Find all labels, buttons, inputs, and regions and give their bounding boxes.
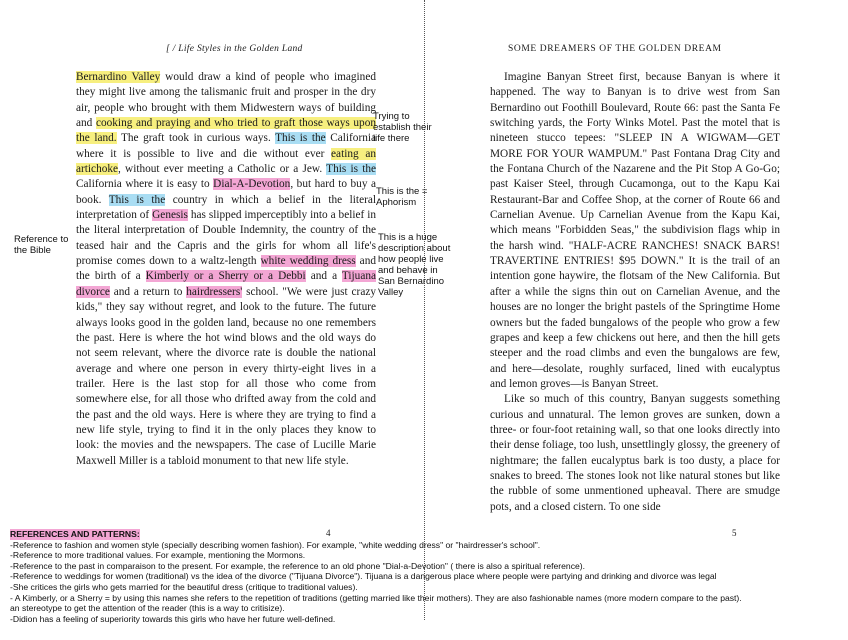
body-text: and the birth of a bbox=[76, 255, 376, 283]
left-page bbox=[70, 0, 377, 538]
body-text: school. "We were just crazy kids," they say without regret, and look to the future. The future always looks good in the golden land, because no one remembers the past. Here is where the hot wind blows and the old ways do not seem relevant, where the divorce rate is double the national average and where one person in every thirty-eight lives in a trailer. Here is the last stop for all those who come from somewhere else, for all those who drifted away from the cold and the past and the old ways. Here is where they are trying to find a new life style, trying to find it in the only places they know to look: the movies and the newspapers. The case of Lucille Marie Maxwell Miller is a tabloid monument to that new life style. bbox=[76, 285, 376, 467]
book-spine-divider bbox=[424, 0, 425, 620]
highlighted-text: eating an artichoke bbox=[76, 147, 376, 176]
highlighted-text: Tijuana divorce bbox=[76, 270, 377, 298]
highlighted-text: This is the bbox=[108, 193, 166, 206]
body-text: , without ever meeting a Catholic or a Jew. bbox=[118, 163, 327, 176]
highlighted-text: Kimberly or a Sherry or a Debbi bbox=[145, 270, 306, 283]
margin-note-bible: Reference to the Bible bbox=[14, 234, 69, 256]
body-text: California where it is easy to bbox=[76, 178, 214, 191]
highlighted-text: Dial-A-Devotion bbox=[213, 178, 291, 191]
highlighted-text: Bernardino Valley bbox=[76, 71, 161, 83]
body-text: country in which a belief in the literal interpretation of bbox=[76, 193, 376, 222]
left-page-number: 4 bbox=[326, 528, 331, 538]
margin-note-trying: Trying to establish their life there bbox=[373, 111, 432, 144]
highlighted-text: This is the bbox=[326, 163, 376, 176]
right-page bbox=[478, 0, 780, 538]
right-paragraph-1: Imagine Banyan Street first, because Banyan is where it happened. The way to Banyan is to drive west from San Bernardino out Foothill Boulevard, Route 66: past the Santa Fe switching yards, the Forty Winks Motel. Past the motel that is nineteen stucco tepees: "SLEEP IN A WIGWAM—GET MORE FOR YOUR WAMPUM." Past Fontana Drag City and the Fontana Church of the Nazarene and the Pit Stop A Go-Go; past Kaiser Steel, through Cucamonga, out to the Kapu Kai Restaurant-Bar and Coffee Shop, at the corner of Route 66 and Carnelian Avenue. Up Carnelian Avenue from the Kapu Kai, which means "Forbidden Seas," the subdivision flags whip in the harsh wind. "HALF-ACRE RANCHES! SNACK BARS! TRAVERTINE ENTRIES! $95 DOWN." It is the trail of an intention gone haywire, the flotsam of the New California. But after a while the signs thin out on Carnelian Avenue, and the houses are no longer the bright pastels of the Springtime Home owners but the faded bungalows of the people who grow a few grapes and keep a few chickens out here, and then the hill gets steeper and the road climbs and even the bungalows are few, and here—desolate, roughly surfaced, lined with eucalyptus and lemon groves—is Banyan Street. bbox=[490, 71, 780, 390]
references-section bbox=[10, 529, 845, 624]
body-text: has slipped imperceptibly into a belief in the literal interpretation of Double Indemnity, the country of the teased hair and the Capris and the girls for whom all life's promise comes down to a waltz-length bbox=[76, 209, 376, 268]
highlighted-text: This is the bbox=[275, 132, 326, 145]
right-page-text bbox=[490, 70, 780, 515]
reference-line: -Reference to fashion and women style (specially describing women fashion). For example, "white wedding dress" or "hairdresser's school". bbox=[10, 539, 541, 550]
right-paragraph-2: Like so much of this country, Banyan suggests something curious and unnatural. The lemon groves are sunken, down a three- or four-foot retaining wall, so that one looks directly into their dense foliage, too lush, unsettlingly glossy, the greenery of nightmare; the fallen eucalyptus bark is too dusty, a place for snakes to breed. The stones look not like natural stones but like the rubble of some unmentioned upheaval. There are smudge pots, and a closed cistern. To one side bbox=[490, 393, 780, 513]
highlighted-text: white wedding dress bbox=[260, 255, 356, 268]
body-text: , but hard to buy a book. bbox=[76, 178, 376, 206]
margin-note-description: This is a huge description about how people live and behave in San Bernardino Valley bbox=[378, 232, 451, 298]
highlighted-text: Genesis bbox=[152, 209, 188, 222]
reference-line: -Reference to the past in comparaison to the present. For example, the reference to an old phone "Dial-a-Devotion" ( there is also a spiritual reference). bbox=[10, 560, 586, 571]
body-text: would draw a kind of people who imagined they might live among the talismanic fruit and prosper in the dry air, people who brought with them Midwestern ways of building and bbox=[76, 71, 376, 130]
right-page-number: 5 bbox=[732, 528, 737, 538]
left-page-text bbox=[76, 70, 376, 469]
margin-note-aphorism: This is the = Aphorism bbox=[376, 186, 428, 208]
left-paragraph bbox=[76, 70, 376, 469]
body-text: California where it is possible to live and die without ever bbox=[76, 132, 377, 160]
reference-line: -She critices the girls who gets married for the beautiful dress (critique to traditional values). bbox=[10, 581, 358, 592]
reference-line: - A Kimberly, or a Sherry = by using this names she refers to the repetition of traditions (getting married like their mothers). They are also fashionable names (more modern compare to the past). bbox=[10, 592, 742, 603]
reference-line: -Reference to weddings for women (traditional) vs the idea of the divorce ("Tijuana Divorce"). Tijuana is a dangerous place where people were partying and drinking and divorce was legal bbox=[10, 571, 717, 582]
references-title: REFERENCES AND PATTERNS: bbox=[10, 529, 140, 539]
body-text: The graft took in curious ways. bbox=[116, 132, 276, 145]
reference-line: -Reference to more traditional values. For example, mentioning the Mormons. bbox=[10, 550, 306, 561]
highlighted-text: cooking and praying and who tried to graft those ways upon the land. bbox=[76, 117, 376, 145]
reference-line: -Didion has a feeling of superiority towards this girls who have her future well-defined. bbox=[10, 613, 336, 624]
left-running-head: [ / Life Styles in the Golden Land bbox=[166, 44, 303, 54]
right-running-head: SOME DREAMERS OF THE GOLDEN DREAM bbox=[508, 44, 722, 54]
body-text: and a return to bbox=[109, 285, 187, 298]
reference-line: an stereotype to get the attention of the reader (this is a way to critisize). bbox=[10, 603, 285, 614]
body-text: and a bbox=[305, 270, 342, 283]
highlighted-text: hairdressers' bbox=[186, 285, 243, 298]
